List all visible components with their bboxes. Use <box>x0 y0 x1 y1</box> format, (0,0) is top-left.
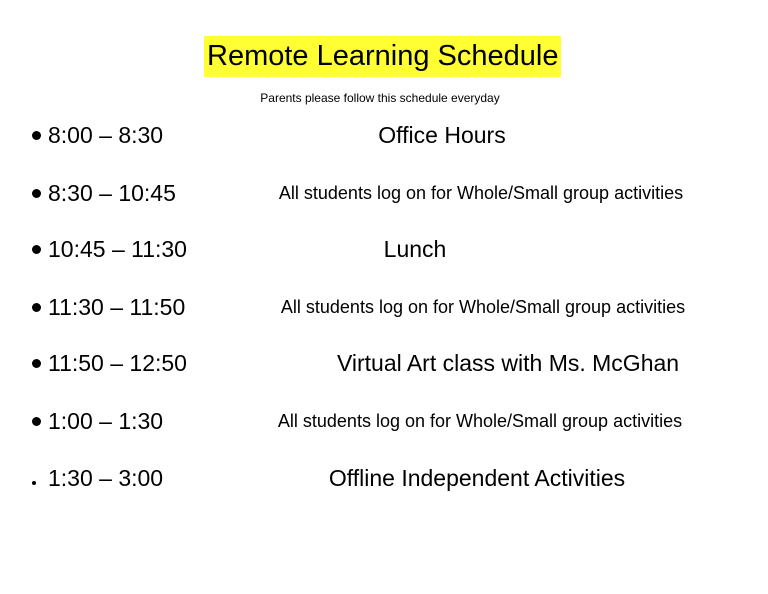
schedule-time: 11:50 – 12:50 <box>48 350 187 376</box>
bullet-icon <box>32 359 41 368</box>
schedule-time: 8:00 – 8:30 <box>48 122 164 148</box>
schedule-activity: Lunch <box>383 236 447 262</box>
schedule-activity: Office Hours <box>378 122 506 148</box>
schedule-time: 1:30 – 3:00 <box>48 465 164 491</box>
schedule-row <box>0 345 768 381</box>
subtitle: Parents please follow this schedule everyday <box>260 91 500 105</box>
schedule-row <box>0 460 768 496</box>
schedule-row <box>0 175 768 211</box>
schedule-time: 8:30 – 10:45 <box>48 180 176 206</box>
schedule-time: 11:30 – 11:50 <box>48 294 186 320</box>
schedule-row <box>0 289 768 325</box>
bullet-icon <box>32 481 36 485</box>
bullet-icon <box>32 189 41 198</box>
bullet-icon <box>32 417 41 426</box>
schedule-activity: All students log on for Whole/Small group activities <box>277 411 683 431</box>
bullet-icon <box>32 131 41 140</box>
schedule-activity: Virtual Art class with Ms. McGhan <box>336 350 680 376</box>
schedule-row <box>0 231 768 267</box>
schedule-time: 10:45 – 11:30 <box>48 236 187 262</box>
page-title: Remote Learning Schedule <box>204 36 561 77</box>
schedule-time: 1:00 – 1:30 <box>48 408 164 434</box>
schedule-row <box>0 403 768 439</box>
schedule-activity: All students log on for Whole/Small group activities <box>280 297 686 317</box>
bullet-icon <box>32 245 41 254</box>
schedule-activity: Offline Independent Activities <box>328 465 626 491</box>
schedule-activity: All students log on for Whole/Small group activities <box>278 183 684 203</box>
bullet-icon <box>32 303 41 312</box>
schedule-row <box>0 117 768 153</box>
